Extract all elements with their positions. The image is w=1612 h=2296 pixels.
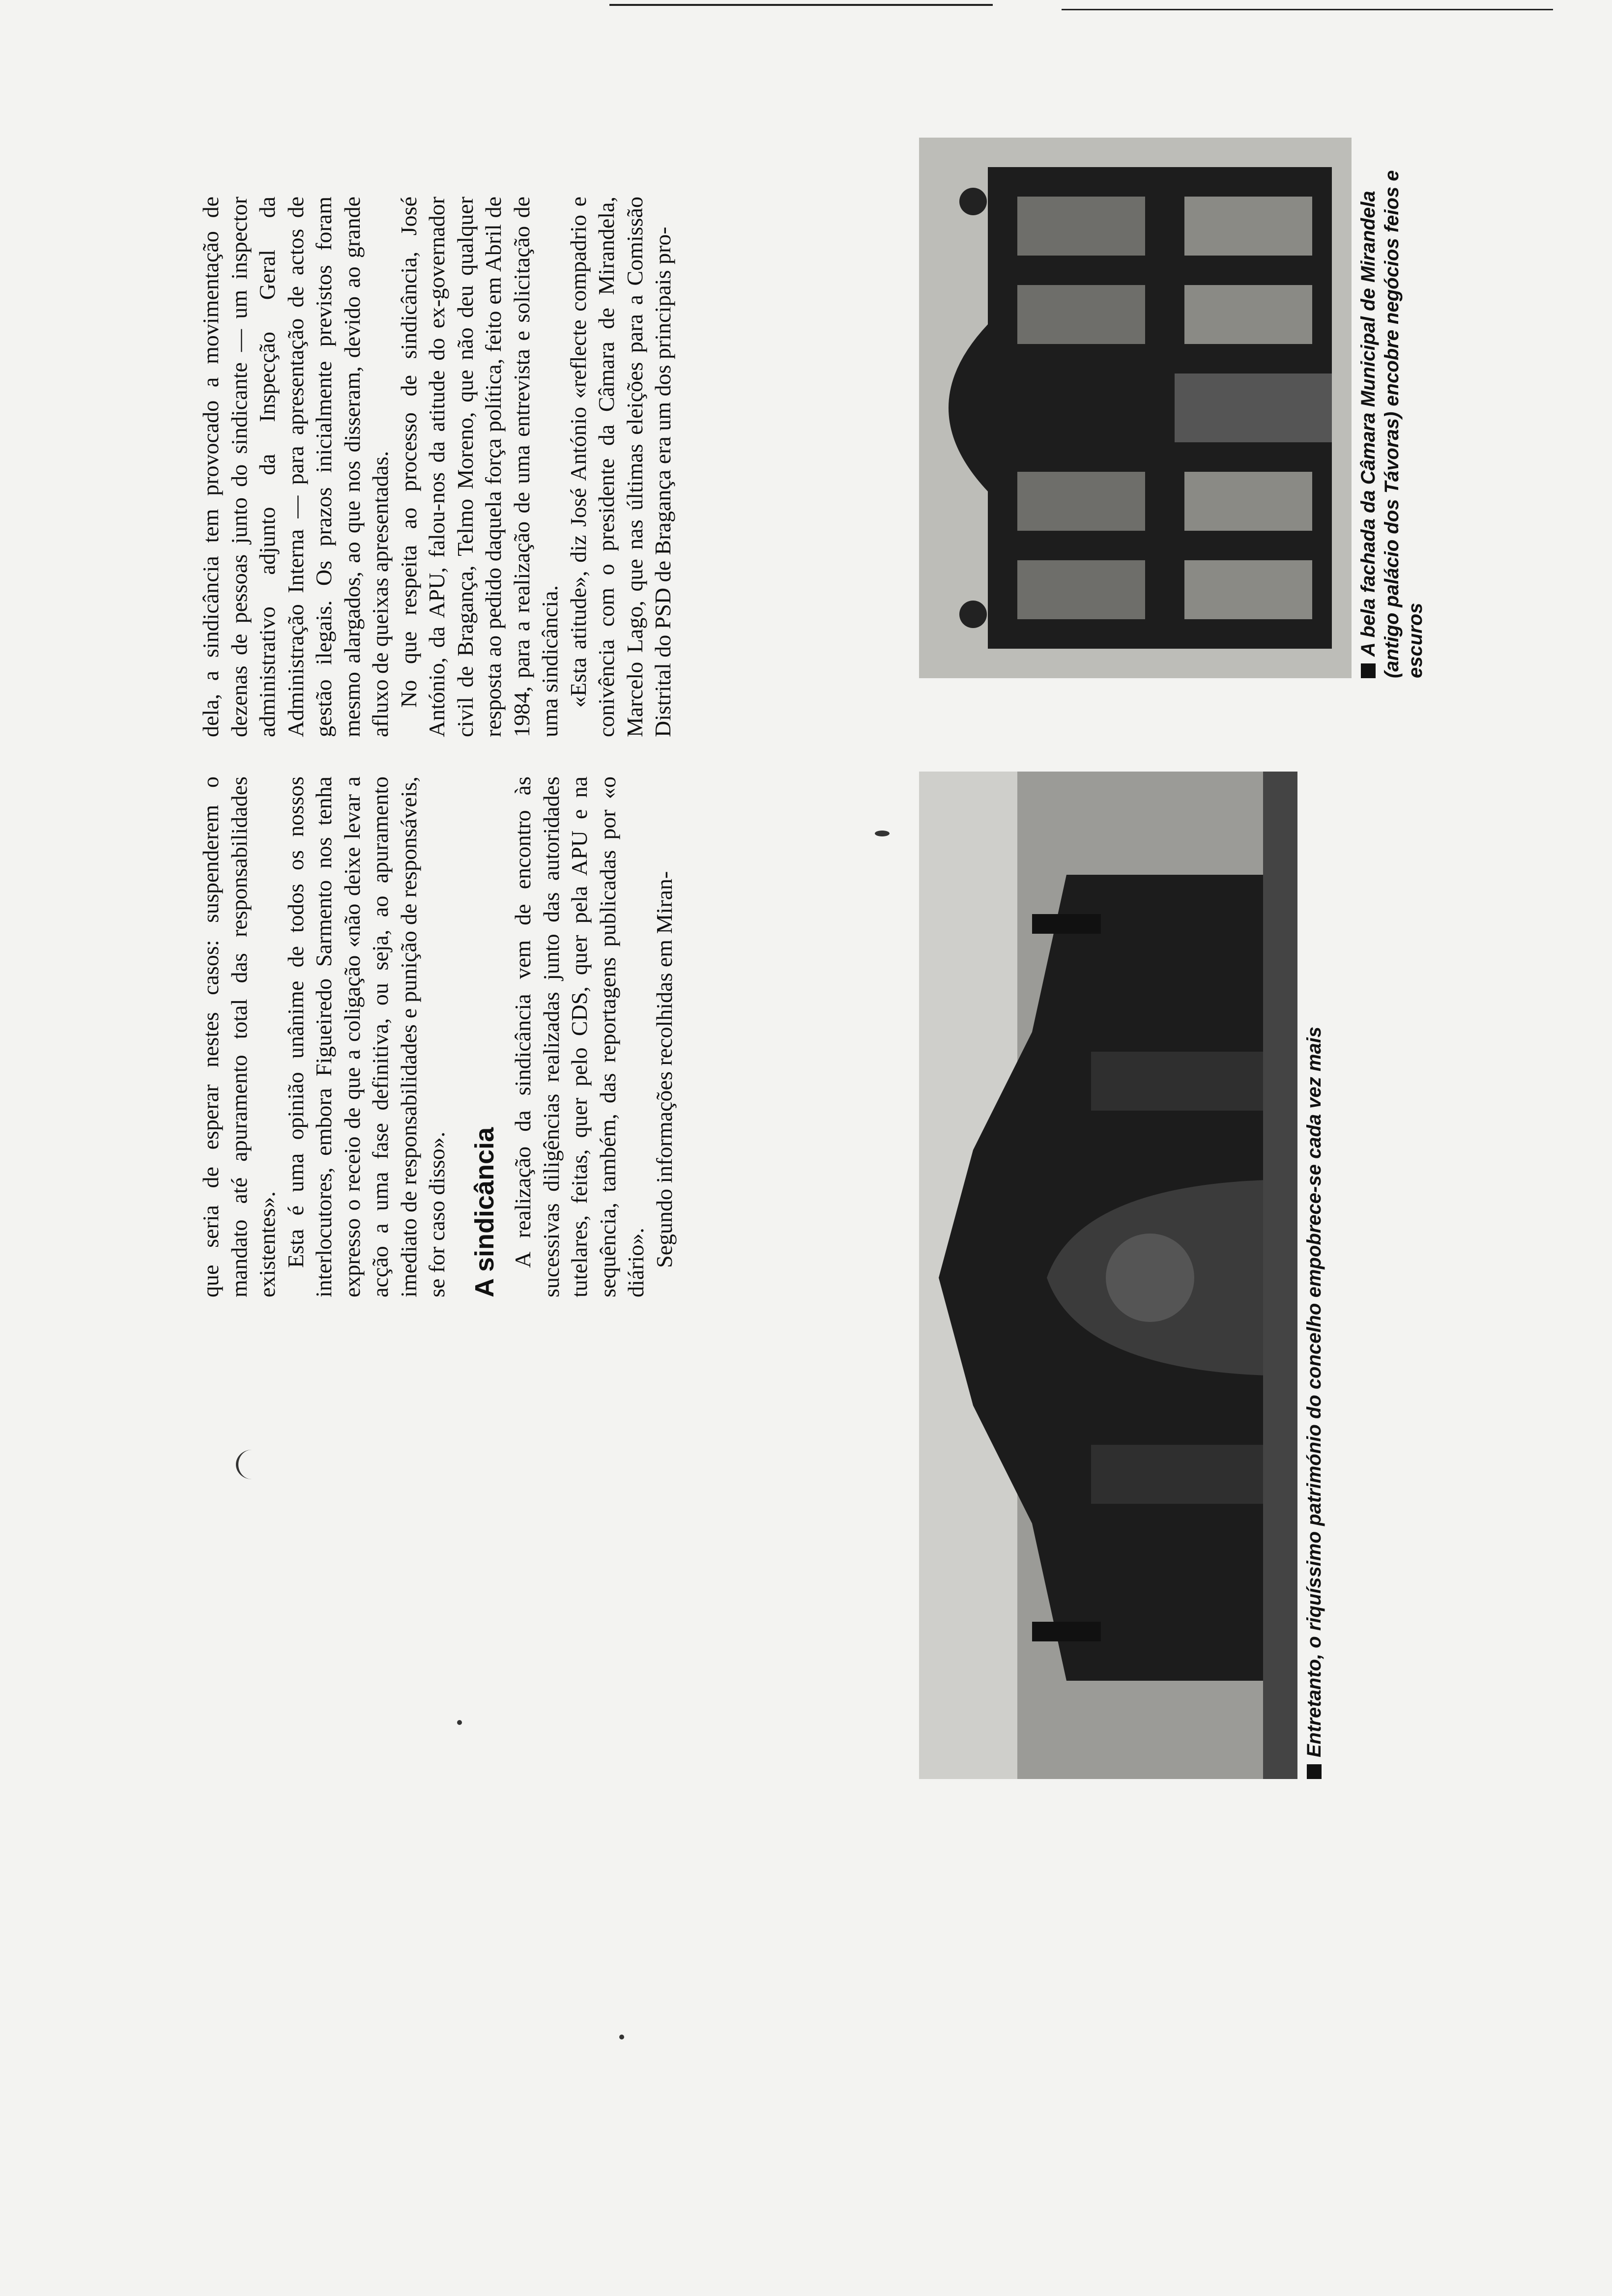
paragraph: Segundo informações recolhidas em Miran- — [651, 871, 677, 1268]
newspaper-page — [177, 59, 1553, 2025]
text-column-right — [197, 197, 677, 737]
photo-town-hall-caption — [1356, 138, 1427, 678]
caption-text: Entretanto, o riquíssimo património do concelho empobrece-se cada vez mais — [1303, 1026, 1325, 1757]
photo-church-caption — [1302, 772, 1326, 1779]
caption-text: A bela fachada da Câmara Municipal de Mirandela (antigo palácio dos Távoras) encobre negócios feios e escuros — [1357, 170, 1426, 678]
caption-marker-icon — [1361, 663, 1376, 678]
paragraph: dela, a sindicância tem provocado a movimentação de dezenas de pessoas junto do sindicante — um inspector administrativo adjunto da Inspecção Geral da Administração Interna — para apresentação de actos de gestão ilegais. Os prazos inicialmente previstos foram mesmo alargados, ao que nos disseram, devido ao grande afluxo de queixas apresentadas. — [198, 197, 393, 737]
paragraph: «Esta atitude», diz José António «reflecte compadrio e conivência com o presidente da Câmara de Mirandela, Marcelo Lago, que nas últimas eleições para a Comissão Distrital do PSD de Bragança era um dos principais pro- — [565, 197, 675, 737]
paragraph: Esta é uma opinião unânime de todos os nossos interlocutores, embora Figueiredo Sarmento nos tenha expresso o receio de que a coligação «não deixe levar a acção a uma fase definitiva, ou seja, ao apuramento imediato de responsabilidades e punição de responsáveis, se for caso disso». — [283, 776, 449, 1297]
section-heading: A sindicância — [469, 1127, 499, 1297]
caption-marker-icon — [1307, 1764, 1322, 1779]
text-column-left — [197, 776, 678, 1297]
paragraph: que seria de esperar nestes casos: suspenderem o mandato até apuramento total das responsabilidades existentes». — [198, 776, 280, 1297]
photo-town-hall — [919, 138, 1352, 678]
scan-edge-line — [609, 4, 993, 6]
paragraph: No que respeita ao processo de sindicância, José António, da APU, falou-nos da atitude do ex-governador civil de Bragança, Telmo Moreno, que não deu qualquer resposta ao pedido daquela força política, feito em Abril de 1984, para a realização de uma entrevista e solicitação de uma sindicância. — [396, 197, 562, 737]
paragraph: A realização da sindicância vem de encontro às sucessivas diligências realizadas junto das autoridades tutelares, feitas, quer pelo CDS, quer pela APU e na sequência, também, das reportagens publicadas por «o diário». — [510, 776, 648, 1297]
scan-speck — [457, 1720, 462, 1725]
photo-church-image — [919, 772, 1297, 1779]
scan-speck — [236, 1450, 268, 1479]
photo-church — [919, 772, 1297, 1779]
scan-speck — [619, 2035, 624, 2039]
scan-speck — [875, 831, 890, 836]
photo-town-hall-image — [919, 138, 1352, 678]
scan-edge-line — [1062, 9, 1553, 10]
